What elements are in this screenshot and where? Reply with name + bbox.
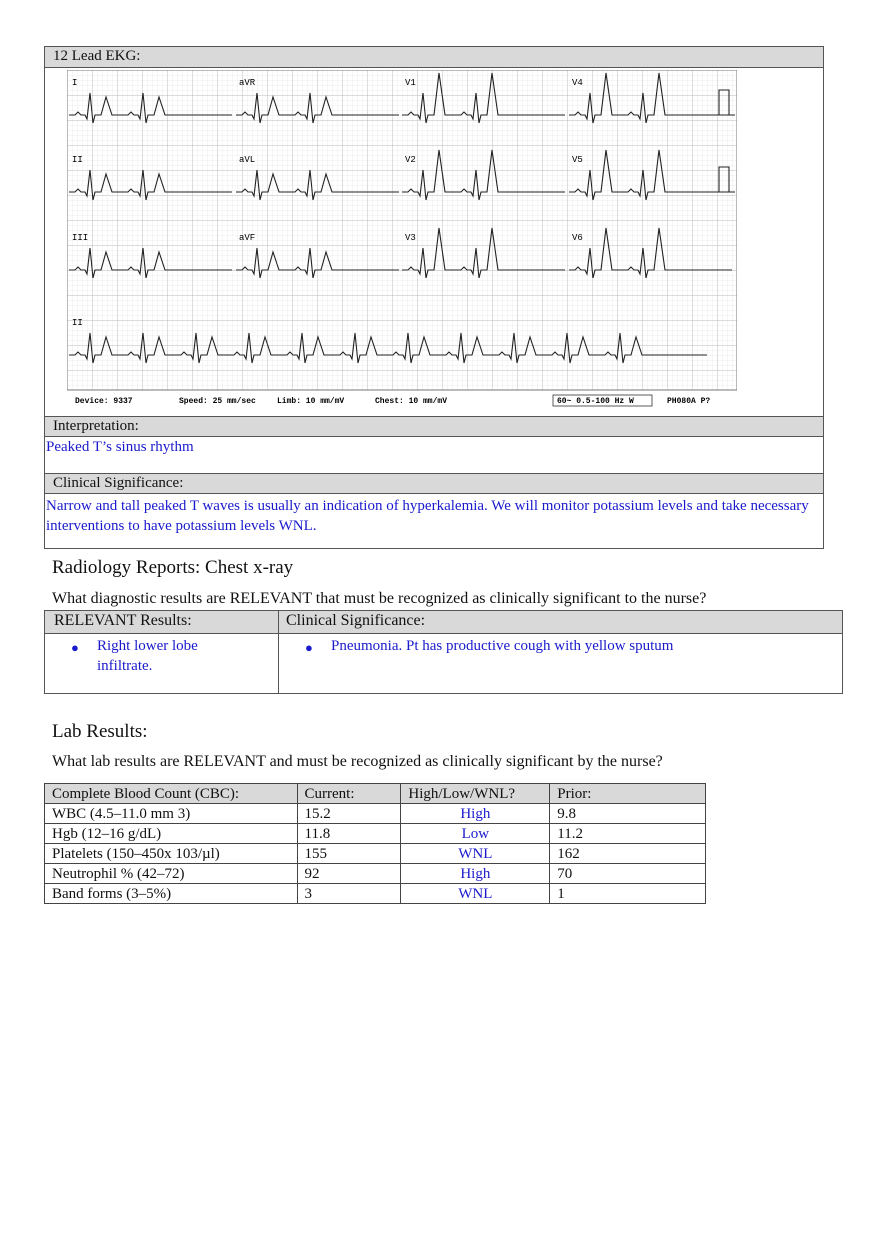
ekg-lead-label: III [72, 233, 89, 243]
bullet-icon: ● [305, 640, 313, 655]
lab-status: WNL [401, 844, 550, 864]
radiology-table [44, 610, 843, 694]
lab-status: WNL [401, 884, 550, 904]
radiology-heading: Radiology Reports: Chest x-ray [52, 557, 294, 578]
lab-prior: 11.2 [550, 824, 706, 844]
ekg-lead-label: I [72, 78, 78, 88]
table-row [45, 884, 706, 904]
cbc-header-current: Current: [297, 784, 401, 804]
ekg-footer-model: PH080A P? [667, 397, 711, 406]
lab-current: 155 [297, 844, 401, 864]
radiology-result-text: Right lower lobe infiltrate. [97, 638, 198, 674]
lab-current: 15.2 [297, 804, 401, 824]
clinical-significance-label: Clinical Significance: [45, 473, 823, 494]
ekg-footer-limb: Limb: 10 mm/mV [277, 397, 345, 406]
clinical-significance-text: Narrow and tall peaked T waves is usually an indication of hyperkalemia. We will monitor potassium levels and take necessary interventions to have potassium levels WNL. [46, 498, 809, 534]
lab-current: 92 [297, 864, 401, 884]
ekg-lead-label: aVR [239, 78, 256, 88]
lab-name: Band forms (3–5%) [45, 884, 298, 904]
lab-status: High [401, 864, 550, 884]
lab-name: Hgb (12–16 g/dL) [45, 824, 298, 844]
ekg-footer-speed: Speed: 25 mm/sec [179, 397, 256, 406]
lab-prior: 1 [550, 884, 706, 904]
lab-prior: 162 [550, 844, 706, 864]
lab-current: 11.8 [297, 824, 401, 844]
ekg-lead-label: aVL [239, 155, 256, 165]
table-row [45, 844, 706, 864]
ekg-lead-label: V6 [572, 233, 583, 243]
ekg-lead-label: II [72, 318, 83, 328]
ekg-lead-label: V3 [405, 233, 416, 243]
lab-name: Platelets (150–450x 103/µl) [45, 844, 298, 864]
ekg-lead-label: V4 [572, 78, 583, 88]
lab-results-heading: Lab Results: [52, 721, 148, 742]
cbc-header-test: Complete Blood Count (CBC): [45, 784, 298, 804]
interpretation-label: Interpretation: [45, 416, 823, 437]
table-row [45, 824, 706, 844]
cbc-table [44, 783, 706, 904]
ekg-footer-chest: Chest: 10 mm/mV [375, 397, 448, 406]
lab-current: 3 [297, 884, 401, 904]
radiology-col2-header: Clinical Significance: [286, 612, 426, 629]
ekg-strip [67, 70, 737, 410]
ekg-lead-label: II [72, 155, 83, 165]
table-row [45, 864, 706, 884]
radiology-question: What diagnostic results are RELEVANT that must be recognized as clinically significant to the nurse? [52, 590, 707, 607]
interpretation-text: Peaked T’s sinus rhythm [46, 439, 194, 455]
ekg-lead-label: V5 [572, 155, 583, 165]
radiology-significance-text: Pneumonia. Pt has productive cough with yellow sputum [331, 638, 674, 654]
lab-name: WBC (4.5–11.0 mm 3) [45, 804, 298, 824]
cbc-header-row [45, 784, 706, 804]
lab-results-question: What lab results are RELEVANT and must be recognized as clinically significant by the nurse? [52, 753, 663, 770]
table-row [45, 804, 706, 824]
ekg-footer-filter: 60~ 0.5-100 Hz W [557, 397, 634, 406]
lab-status: Low [401, 824, 550, 844]
radiology-col1-header: RELEVANT Results: [54, 612, 192, 629]
ekg-section [44, 46, 824, 549]
lab-prior: 70 [550, 864, 706, 884]
lab-name: Neutrophil % (42–72) [45, 864, 298, 884]
radiology-column-divider [278, 611, 279, 693]
radiology-result-item [71, 636, 271, 676]
ekg-lead-label: aVF [239, 233, 256, 243]
radiology-significance-item [305, 636, 835, 658]
ekg-title: 12 Lead EKG: [45, 47, 823, 68]
lab-prior: 9.8 [550, 804, 706, 824]
bullet-icon: ● [71, 640, 79, 655]
ekg-footer-device: Device: 9337 [75, 397, 133, 406]
ekg-lead-label: V2 [405, 155, 416, 165]
lab-status: High [401, 804, 550, 824]
ekg-tracing [67, 70, 737, 410]
cbc-header-prior: Prior: [550, 784, 706, 804]
cbc-header-status: High/Low/WNL? [401, 784, 550, 804]
ekg-lead-label: V1 [405, 78, 416, 88]
